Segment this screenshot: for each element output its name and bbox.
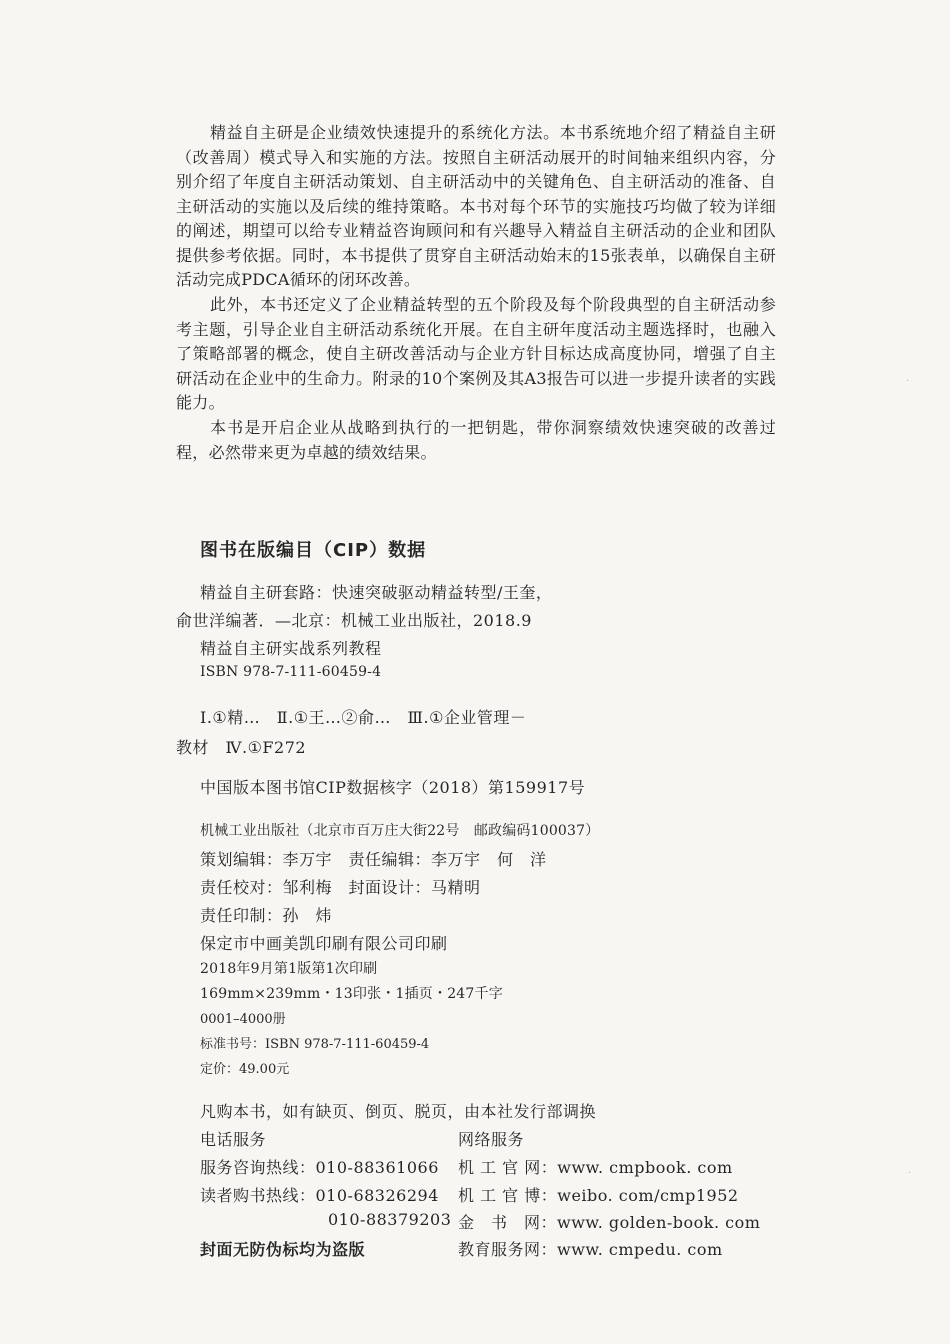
- cip-class-line-2: 教材 Ⅳ.①F272: [176, 738, 307, 757]
- cip-number: 中国版本图书馆CIP数据核字（2018）第159917号: [200, 778, 586, 797]
- cip-entry-line-1: 精益自主研套路：快速突破驱动精益转型/王奎，: [200, 583, 553, 602]
- intro-paragraph-1: 精益自主研是企业绩效快速提升的系统化方法。本书系统地介绍了精益自主研（改善周）模式导入和实施的方法。按照自主研活动展开的时间轴来组织内容，分别介绍了年度自主研活动策划、自主研活动中的关键角色、自主研活动的准备、自主研活动的实施以及后续的维持策略。本书对每个环节的实施技巧均做了较为详细的阐述，期望可以给专业精益咨询顾问和有兴趣导入精益自主研活动的企业和团队提供参考依据。同时，本书提供了贯穿自主研活动始末的15张表单，以确保自主研活动完成PDCA循环的闭环改善。: [176, 123, 776, 289]
- purchase-hotline-2: 010-88379203: [328, 1210, 452, 1229]
- cip-title: 图书在版编目（CIP）数据: [200, 540, 427, 561]
- service-hotline: 服务咨询热线：010-88361066: [200, 1158, 439, 1177]
- official-weibo: 机 工 官 博：weibo. com/cmp1952: [458, 1186, 739, 1205]
- cip-entry-line-2: 俞世洋编著．—北京：机械工业出版社，2018.9: [176, 611, 532, 630]
- intro-paragraph-3: 本书是开启企业从战略到执行的一把钥匙，带你洞察绩效快速突破的改善过程，必然带来更为卓越的绩效结果。: [176, 418, 776, 462]
- cip-isbn: ISBN 978-7-111-60459-4: [200, 664, 382, 680]
- network-service-heading: 网络服务: [458, 1130, 525, 1149]
- format-line: 169mm×239mm・13印张・1插页・247千字: [200, 986, 503, 1002]
- scan-speck-mark: ·: [908, 1168, 912, 1179]
- publisher-name-address: 机械工业出版社（北京市百万庄大街22号 邮政编码100037）: [200, 823, 600, 839]
- cip-class-line-1: Ⅰ.①精… Ⅱ.①王…②俞… Ⅲ.①企业管理－: [200, 708, 527, 727]
- intro-paragraph-2: 此外，本书还定义了企业精益转型的五个阶段及每个阶段典型的自主研活动参考主题，引导企业自主研活动系统化开展。在自主研年度活动主题选择时，也融入了策略部署的概念，使自主研改善活动与企业方针目标达成高度协同，增强了自主研活动在企业中的生命力。附录的10个案例及其A3报告可以进一步提升读者的实践能力。: [176, 295, 776, 412]
- editors-line: 策划编辑：李万宇 责任编辑：李万宇 何 洋: [200, 850, 547, 869]
- education-service-website: 教育服务网：www. cmpedu. com: [458, 1240, 723, 1259]
- golden-book-website: 金 书 网：www. golden-book. com: [458, 1213, 761, 1232]
- price-line: 定价：49.00元: [200, 1062, 290, 1077]
- edition-line: 2018年9月第1版第1次印刷: [200, 961, 378, 977]
- scan-speck-mark: ·: [906, 376, 910, 387]
- purchase-hotline: 读者购书热线：010-68326294: [200, 1186, 439, 1205]
- print-manager-line: 责任印制：孙 炜: [200, 906, 333, 925]
- proof-cover-line: 责任校对：邹利梅 封面设计：马精明: [200, 878, 481, 897]
- return-notice: 凡购本书，如有缺页、倒页、脱页，由本社发行部调换: [200, 1102, 597, 1121]
- copies-line: 0001–4000册: [200, 1012, 286, 1027]
- official-website: 机 工 官 网：www. cmpbook. com: [458, 1158, 733, 1177]
- standard-book-number: 标准书号：ISBN 978-7-111-60459-4: [200, 1037, 430, 1052]
- anti-counterfeit-notice: 封面无防伪标均为盗版: [200, 1240, 366, 1259]
- phone-service-heading: 电话服务: [200, 1130, 267, 1149]
- cip-series: 精益自主研实战系列教程: [200, 639, 382, 658]
- printer-line: 保定市中画美凯印刷有限公司印刷: [200, 934, 448, 953]
